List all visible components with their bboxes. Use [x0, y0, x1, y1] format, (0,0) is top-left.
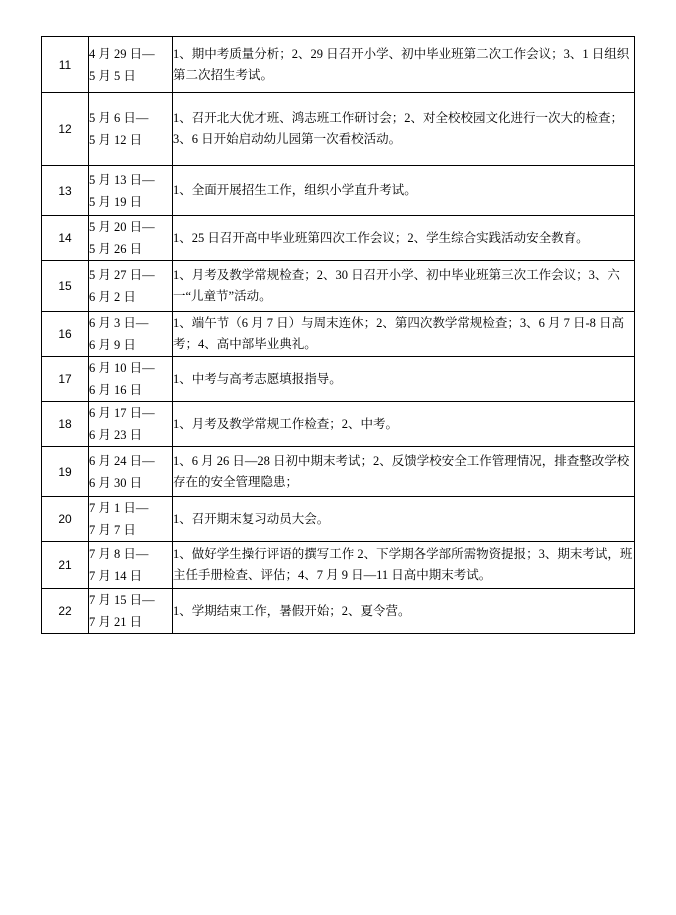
date-range — [89, 37, 173, 93]
date-range — [89, 542, 173, 589]
activities: 1、学期结束工作，暑假开始；2、夏令营。 — [173, 589, 635, 634]
schedule-table — [41, 36, 635, 634]
table-row — [42, 261, 635, 312]
activities: 1、召开北大优才班、鸿志班工作研讨会；2、对全校校园文化进行一次大的检查；3、6 日开始启动幼儿园第一次看校活动。 — [173, 93, 635, 166]
date-range — [89, 261, 173, 312]
schedule-table-container — [41, 36, 634, 634]
activities: 1、做好学生操行评语的撰写工作 2、下学期各学部所需物资提报；3、期末考试，班主任手册检查、评估；4、7 月 9 日—11 日高中期末考试。 — [173, 542, 635, 589]
date-line-2: 5 月 12 日 — [89, 133, 143, 147]
date-line-1: 5 月 6 日— — [89, 111, 149, 125]
table-row — [42, 216, 635, 261]
date-line-2: 5 月 19 日 — [89, 194, 143, 209]
date-line-1: 5 月 27 日— — [89, 268, 155, 282]
date-line-2: 7 月 21 日 — [89, 615, 143, 629]
date-line-2: 6 月 23 日 — [89, 428, 143, 442]
week-number: 13 — [42, 166, 89, 216]
table-row — [42, 357, 635, 402]
table-row — [42, 542, 635, 589]
activities: 1、6 月 26 日—28 日初中期末考试；2、反馈学校安全工作管理情况，排查整改学校存在的安全管理隐患； — [173, 447, 635, 497]
date-line-1: 7 月 15 日— — [89, 593, 155, 607]
activities: 1、端午节（6 月 7 日）与周末连休；2、第四次教学常规检查；3、6 月 7 日-8 日高考；4、高中部毕业典礼。 — [173, 312, 635, 357]
date-line-2: 6 月 16 日 — [89, 383, 143, 397]
activities: 1、期中考质量分析；2、29 日召开小学、初中毕业班第二次工作会议；3、1 日组织第二次招生考试。 — [173, 37, 635, 93]
date-range — [89, 357, 173, 402]
date-range — [89, 589, 173, 634]
date-line-1: 7 月 1 日— — [89, 501, 149, 515]
date-line-2: 6 月 9 日 — [89, 338, 136, 352]
date-line-1: 5 月 13 日— — [89, 172, 155, 187]
table-row — [42, 93, 635, 166]
activities: 1、月考及教学常规工作检查；2、中考。 — [173, 402, 635, 447]
activities: 1、召开期末复习动员大会。 — [173, 497, 635, 542]
week-number: 11 — [42, 37, 89, 93]
date-range — [89, 447, 173, 497]
table-row — [42, 312, 635, 357]
week-number: 19 — [42, 447, 89, 497]
date-line-1: 6 月 17 日— — [89, 406, 155, 420]
table-row — [42, 37, 635, 93]
week-number: 15 — [42, 261, 89, 312]
week-number: 16 — [42, 312, 89, 357]
date-range — [89, 497, 173, 542]
table-row — [42, 497, 635, 542]
table-row — [42, 589, 635, 634]
date-range — [89, 402, 173, 447]
activities: 1、25 日召开高中毕业班第四次工作会议；2、学生综合实践活动安全教育。 — [173, 216, 635, 261]
date-line-2: 6 月 2 日 — [89, 290, 136, 304]
date-range — [89, 166, 173, 216]
table-row — [42, 166, 635, 216]
date-line-1: 4 月 29 日— — [89, 46, 155, 61]
week-number: 12 — [42, 93, 89, 166]
date-line-1: 6 月 24 日— — [89, 453, 155, 468]
date-range — [89, 216, 173, 261]
week-number: 14 — [42, 216, 89, 261]
table-row — [42, 402, 635, 447]
week-number: 17 — [42, 357, 89, 402]
date-line-2: 6 月 30 日 — [89, 475, 143, 490]
activities: 1、月考及教学常规检查；2、30 日召开小学、初中毕业班第三次工作会议；3、六一“儿童节”活动。 — [173, 261, 635, 312]
date-line-2: 7 月 14 日 — [89, 569, 143, 583]
date-line-2: 5 月 5 日 — [89, 68, 136, 83]
week-number: 21 — [42, 542, 89, 589]
date-line-2: 5 月 26 日 — [89, 242, 143, 256]
date-line-1: 7 月 8 日— — [89, 547, 149, 561]
date-line-1: 5 月 20 日— — [89, 220, 155, 234]
date-line-1: 6 月 3 日— — [89, 316, 149, 330]
week-number: 18 — [42, 402, 89, 447]
date-range — [89, 93, 173, 166]
table-row — [42, 447, 635, 497]
date-line-1: 6 月 10 日— — [89, 361, 155, 375]
activities: 1、中考与高考志愿填报指导。 — [173, 357, 635, 402]
week-number: 20 — [42, 497, 89, 542]
date-range — [89, 312, 173, 357]
date-line-2: 7 月 7 日 — [89, 523, 136, 537]
activities: 1、全面开展招生工作，组织小学直升考试。 — [173, 166, 635, 216]
week-number: 22 — [42, 589, 89, 634]
